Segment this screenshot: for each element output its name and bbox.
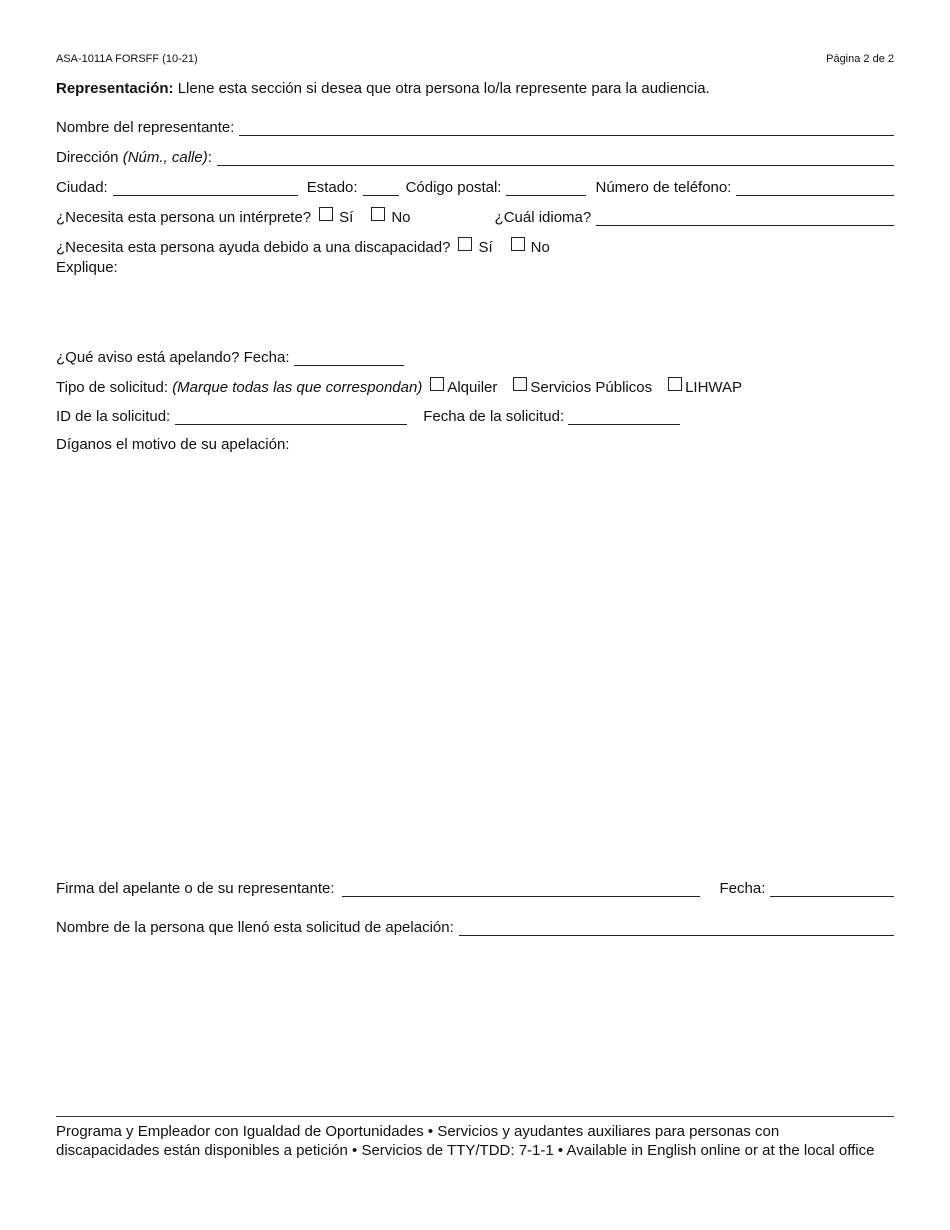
reason-label: Díganos el motivo de su apelación: — [56, 436, 290, 453]
zip-field[interactable] — [506, 179, 586, 196]
signature-label: Firma del apelante o de su representante: — [56, 880, 335, 897]
language-field[interactable] — [596, 209, 894, 226]
state-field[interactable] — [363, 179, 399, 196]
application-type-hint: (Marque todas las que correspondan) — [172, 379, 423, 396]
representative-name-label: Nombre del representante: — [56, 119, 235, 136]
signature-date-field[interactable] — [770, 880, 894, 897]
state-label: Estado: — [306, 179, 358, 196]
utilities-checkbox[interactable] — [513, 377, 527, 391]
interpreter-question: ¿Necesita esta persona un intérprete? — [56, 209, 312, 226]
representative-name-field[interactable] — [239, 119, 894, 136]
address-row — [56, 146, 894, 166]
application-type-row — [56, 376, 894, 396]
language-question: ¿Cuál idioma? — [494, 209, 592, 226]
disability-row — [56, 236, 894, 256]
interpreter-row — [56, 206, 894, 226]
explain-label: Explique: — [56, 259, 118, 276]
disability-yes-checkbox[interactable] — [458, 237, 472, 251]
representative-name-row — [56, 116, 894, 136]
phone-label: Número de teléfono: — [595, 179, 732, 196]
utilities-label: Servicios Públicos — [530, 379, 653, 396]
explain-area[interactable] — [56, 280, 894, 340]
notice-label: ¿Qué aviso está apelando? Fecha: — [56, 349, 290, 366]
application-id-field[interactable] — [175, 408, 407, 425]
city-row — [56, 176, 894, 196]
city-label: Ciudad: — [56, 179, 108, 196]
disability-no-checkbox[interactable] — [511, 237, 525, 251]
disability-yes-label: Sí — [478, 239, 493, 256]
notice-row — [56, 346, 404, 366]
application-date-label: Fecha de la solicitud: — [423, 408, 565, 425]
page-number: Página 2 de 2 — [826, 53, 894, 65]
rent-checkbox[interactable] — [430, 377, 444, 391]
application-date-field[interactable] — [568, 408, 680, 425]
application-id-label: ID de la solicitud: — [56, 408, 171, 425]
zip-label: Código postal: — [405, 179, 502, 196]
application-id-row — [56, 405, 680, 425]
footer-notice: Programa y Empleador con Igualdad de Oportunidades • Servicios y ayudantes auxiliares para personas con discapacidades están disponibles a petición • Servicios de TTY/TDD: 7-1-1 • Available in English online or at the local office — [56, 1123, 875, 1159]
signature-date-label: Fecha: — [719, 880, 766, 897]
address-label: Dirección — [56, 149, 119, 166]
reason-area[interactable] — [56, 458, 894, 858]
filled-by-row — [56, 916, 894, 936]
address-colon: : — [207, 149, 212, 166]
notice-date-field[interactable] — [294, 349, 404, 366]
interpreter-no-label: No — [391, 209, 411, 226]
rent-label: Alquiler — [447, 379, 498, 396]
interpreter-yes-label: Sí — [339, 209, 354, 226]
disability-no-label: No — [530, 239, 550, 256]
address-field[interactable] — [217, 149, 894, 166]
disability-question: ¿Necesita esta persona ayuda debido a una discapacidad? — [56, 239, 451, 256]
representation-instructions — [56, 80, 710, 97]
address-hint: (Núm., calle) — [122, 149, 208, 166]
filled-by-field[interactable] — [459, 919, 894, 936]
signature-row — [56, 877, 894, 897]
application-type-label: Tipo de solicitud: — [56, 379, 169, 396]
lihwap-checkbox[interactable] — [668, 377, 682, 391]
interpreter-no-checkbox[interactable] — [371, 207, 385, 221]
city-field[interactable] — [113, 179, 298, 196]
interpreter-yes-checkbox[interactable] — [319, 207, 333, 221]
filled-by-label: Nombre de la persona que llenó esta solicitud de apelación: — [56, 919, 454, 936]
phone-field[interactable] — [736, 179, 894, 196]
representation-instruction: Llene esta sección si desea que otra persona lo/la represente para la audiencia. — [177, 80, 710, 97]
form-code: ASA-1011A FORSFF (10-21) — [56, 53, 198, 65]
footer-divider — [56, 1116, 894, 1117]
representation-heading: Representación: — [56, 80, 174, 97]
lihwap-label: LIHWAP — [685, 379, 743, 396]
signature-field[interactable] — [342, 880, 700, 897]
